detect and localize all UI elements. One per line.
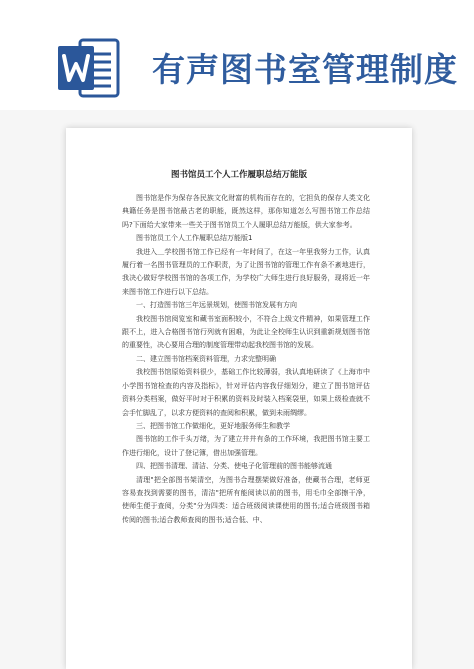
paragraph-section-3: 图书馆的工作千头万绪，为了建立井井有条的工作环境，我把图书馆主要工作进行细化，设计了登记簿，借出加强管理。 [122, 435, 370, 457]
document-title: 图书馆员工个人工作履职总结万能版 [170, 170, 307, 180]
section-heading-4: 四、把图书清理、清洁、分类、使电子化管理前的图书能够流通 [136, 462, 332, 471]
section-heading-1: 一、打造图书馆三年远景规划，使图书馆发展有方向 [136, 301, 297, 310]
page-fade-overlay [66, 599, 412, 669]
paragraph-summary: 我进入＿学校图书馆工作已经有一年时间了，在这一年里我努力工作，认真履行着一名图书管理员的工作职责，为了让图书馆的管理工作有条不紊地进行，我决心做好学校图书馆的各项工作，为学校广大师生进行良好服务，现将近一年来图书馆工作进行以下总结。 [122, 247, 370, 296]
paragraph-section-2: 我校图书馆原始资料很少，基础工作比较薄弱，我认真地研读了《上海市中小学图书馆检查的内容及指标》，针对评估内容我仔细划分，建立了图书馆评估资料分类档案，做好平时对于积累的资料及时装入档案袋里，如果上级检查就不会手忙脚乱了，以求方便资料的查阅和积累，做到未雨绸缪。 [122, 368, 370, 417]
document-body [122, 192, 370, 527]
paragraph-heading-1: 图书馆员工个人工作履职总结万能版1 [136, 234, 253, 243]
document-page [66, 128, 412, 669]
paragraph-section-1: 我校图书馆阅览室和藏书室面积较小，不符合上级文件精神，如果管理工作跟不上，进入合格图书馆行列就有困难，为此让全校师生认识到重新规划图书馆的重要性，决心要用合理的制度管理带动起我校图书馆的发展。 [122, 314, 370, 350]
header-banner [0, 0, 474, 110]
section-heading-2: 二、建立图书馆档案资料管理，力求完整明确 [136, 354, 276, 363]
page-title: 有声图书室管理制度 [152, 50, 458, 89]
paragraph-section-4: 清理"把全部图书架清空，为图书合理摆架做好准备，使藏书合理，老师更容易查找到需要的图书，清洁"把所有能阅读以前的图书，用毛巾全部擦干净，使师生便于查阅，分类"分为四类：适合班级阅读课使用的图书;适合班级图书箱传阅的图书;适合教师查阅的图书;适合低、中、 [122, 475, 370, 524]
paragraph-intro: 图书馆是作为保存各民族文化财富的机构而存在的，它担负的保存人类文化典籍任务是图书馆最古老的职能，既然这样，那你知道怎么写图书馆工作总结吗?下面给大家带来一些关于图书馆员工个人履职总结万能版，供大家参考。 [122, 194, 370, 229]
section-heading-3: 三、把图书馆工作做细化，更好地服务师生和教学 [136, 421, 290, 430]
word-document-icon [58, 36, 120, 100]
